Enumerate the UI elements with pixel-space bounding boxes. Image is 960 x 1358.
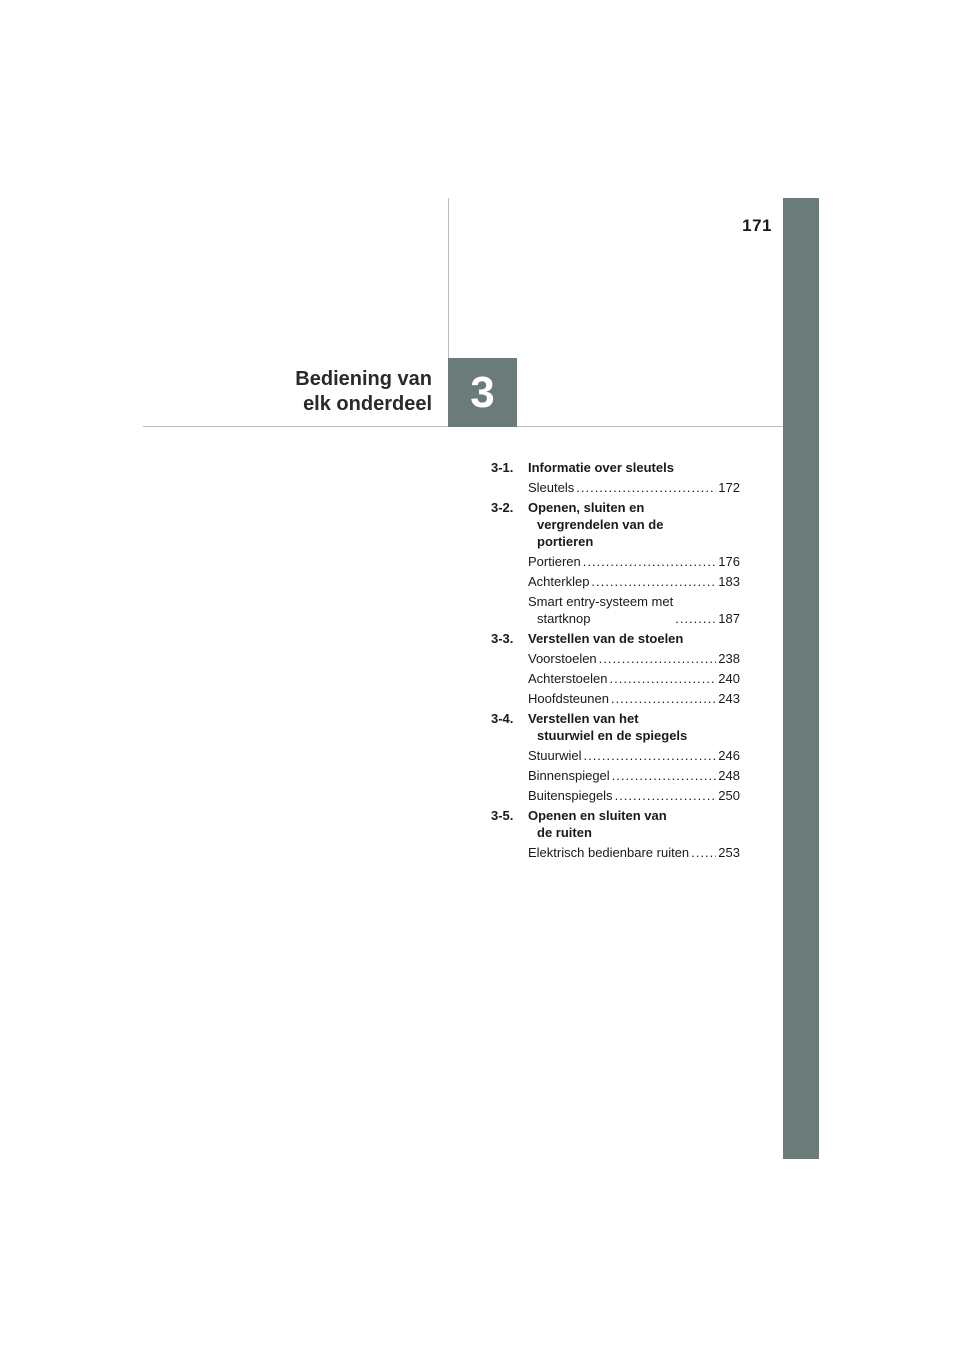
chapter-number-box — [448, 358, 517, 427]
toc-section-title — [528, 710, 740, 744]
toc-entry[interactable] — [528, 650, 740, 667]
toc-entry-label — [528, 573, 589, 590]
toc-entry-label — [528, 670, 608, 687]
toc-section-number: 3-4. — [491, 711, 514, 726]
toc-section-heading[interactable] — [491, 459, 740, 476]
toc-entry-leader-dots — [583, 747, 716, 764]
toc-section-heading[interactable] — [491, 499, 740, 550]
toc-section-number: 3-2. — [491, 500, 514, 515]
vertical-divider — [448, 198, 449, 358]
toc-entry[interactable] — [528, 479, 740, 496]
toc-entry-page-number: 240 — [718, 671, 740, 686]
chapter-title-line1: Bediening van — [295, 368, 432, 390]
toc-entry-page-number: 250 — [718, 788, 740, 803]
page-number: 171 — [742, 216, 772, 235]
toc-section-title — [528, 459, 740, 476]
chapter-side-tab — [783, 198, 819, 1159]
toc-entry-label-line: Sleutels — [528, 480, 575, 495]
toc-section — [491, 710, 740, 804]
toc-entry-leader-dots — [583, 553, 717, 570]
toc-entry-label-line: Hoofdsteunen — [528, 691, 609, 706]
toc-entry-page-number: 248 — [718, 768, 740, 783]
toc-entry[interactable] — [528, 573, 740, 590]
toc-section-title-line: portieren — [537, 534, 594, 549]
toc-entry-label-line: Stuurwiel — [528, 748, 582, 763]
toc-section-title — [528, 807, 740, 841]
table-of-contents — [491, 459, 740, 864]
toc-entry-label — [528, 787, 613, 804]
toc-section — [491, 499, 740, 627]
toc-entry-label — [528, 650, 597, 667]
toc-entry[interactable] — [528, 747, 740, 764]
toc-entry[interactable] — [528, 690, 740, 707]
toc-section-title-line: Openen, sluiten en — [528, 500, 645, 515]
toc-entry[interactable] — [528, 787, 740, 804]
toc-section-title-line: stuurwiel en de spiegels — [537, 728, 688, 743]
toc-section-title-line: Verstellen van het — [528, 711, 639, 726]
toc-entry-leader-dots — [599, 650, 717, 667]
toc-section — [491, 630, 740, 707]
toc-entry[interactable] — [528, 767, 740, 784]
toc-entry-page-number: 253 — [718, 845, 740, 860]
toc-section-title-line: Informatie over sleutels — [528, 460, 674, 475]
toc-section-heading[interactable] — [491, 710, 740, 744]
toc-entry-label-line: Voorstoelen — [528, 651, 597, 666]
toc-entry-page-number: 183 — [718, 574, 740, 589]
toc-entry[interactable] — [528, 844, 740, 861]
toc-entry-label-line: Achterklep — [528, 574, 590, 589]
toc-entry-leader-dots — [691, 844, 716, 861]
toc-entry-leader-dots — [610, 670, 717, 687]
toc-entry-label — [528, 690, 609, 707]
toc-section-number: 3-5. — [491, 808, 514, 823]
toc-section-title — [528, 630, 740, 647]
toc-entry-leader-dots — [611, 690, 716, 707]
toc-entry-leader-dots — [612, 767, 717, 784]
toc-entry-label-line: Binnenspiegel — [528, 768, 610, 783]
toc-section-title-line: Verstellen van de stoelen — [528, 631, 684, 646]
toc-section — [491, 459, 740, 496]
toc-section-title — [528, 499, 740, 550]
toc-entry-leader-dots — [591, 573, 716, 590]
toc-section-number: 3-3. — [491, 631, 514, 646]
toc-entry-page-number: 243 — [718, 691, 740, 706]
toc-entry-label — [528, 747, 581, 764]
toc-entry-leader-dots — [576, 479, 716, 496]
toc-entry-label-line: Smart entry-systeem met — [528, 594, 674, 609]
toc-entry-page-number: 172 — [718, 480, 740, 495]
toc-entry[interactable] — [528, 553, 740, 570]
toc-section — [491, 807, 740, 861]
toc-entry-label — [528, 593, 673, 627]
toc-section-heading[interactable] — [491, 807, 740, 841]
toc-entry-label-line: Achterstoelen — [528, 671, 608, 686]
chapter-title — [200, 367, 432, 417]
toc-entry-leader-dots — [615, 787, 717, 804]
chapter-number: 3 — [470, 367, 495, 417]
toc-entry-page-number: 176 — [718, 554, 740, 569]
toc-section-title-line: vergrendelen van de — [537, 517, 664, 532]
toc-entry-label-line: startknop — [537, 611, 591, 626]
toc-section-title-line: de ruiten — [537, 825, 592, 840]
toc-entry[interactable] — [528, 670, 740, 687]
toc-entry-label — [528, 479, 574, 496]
toc-entry-leader-dots — [675, 610, 716, 627]
toc-entry-label-line: Portieren — [528, 554, 581, 569]
toc-entry-label — [528, 844, 689, 861]
chapter-title-line2: elk onderdeel — [303, 393, 432, 415]
toc-entry[interactable] — [528, 593, 740, 627]
toc-entry-page-number: 238 — [718, 651, 740, 666]
toc-section-number: 3-1. — [491, 460, 514, 475]
toc-section-title-line: Openen en sluiten van — [528, 808, 667, 823]
toc-entry-label — [528, 553, 581, 570]
toc-entry-page-number: 246 — [718, 748, 740, 763]
toc-entry-label-line: Buitenspiegels — [528, 788, 613, 803]
toc-entry-label-line: Elektrisch bedienbare ruiten — [528, 845, 690, 860]
toc-entry-label — [528, 767, 610, 784]
toc-entry-page-number: 187 — [718, 611, 740, 626]
toc-section-heading[interactable] — [491, 630, 740, 647]
